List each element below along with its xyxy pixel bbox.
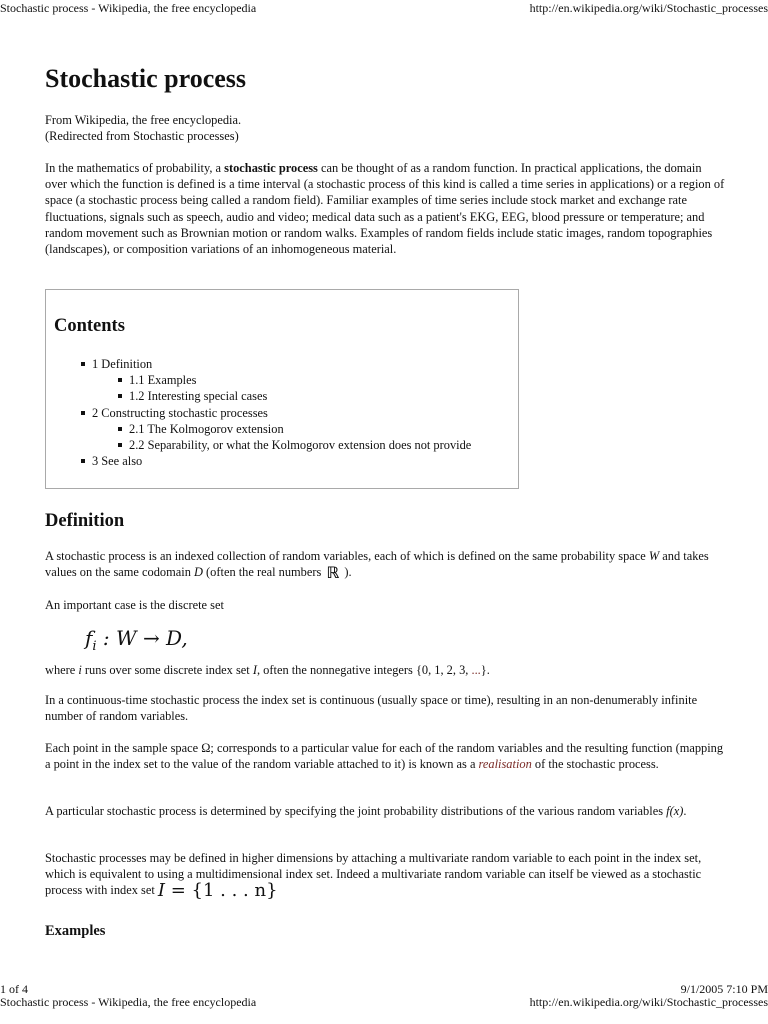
bullet-icon xyxy=(118,394,122,398)
formula-discrete-set: $f_i$ : W → D, xyxy=(85,626,188,654)
toc-list xyxy=(54,356,471,469)
toc-item-examples[interactable]: 1.1 Examples xyxy=(54,372,471,388)
print-header-url: http://en.wikipedia.org/wiki/Stochastic_processes xyxy=(529,1,768,15)
subsection-heading-examples: Examples xyxy=(45,923,106,939)
intro-bold-term: stochastic process xyxy=(224,161,318,175)
table-of-contents xyxy=(45,289,519,489)
definition-paragraph-2: An important case is the discrete set xyxy=(45,598,224,612)
definition-paragraph-4: In a continuous-time stochastic process the index set is continuous (usually space or time), resulting in an non-denumerably infinite number of random variables. xyxy=(45,693,698,724)
toc-item-separability[interactable]: 2.2 Separability, or what the Kolmogorov extension does not provide xyxy=(54,437,471,453)
print-footer-url: http://en.wikipedia.org/wiki/Stochastic_processes xyxy=(529,995,768,1009)
toc-heading: Contents xyxy=(54,316,125,336)
print-footer-title: Stochastic process - Wikipedia, the free encyclopedia xyxy=(0,995,257,1009)
toc-item-kolmogorov[interactable]: 2.1 The Kolmogorov extension xyxy=(54,421,471,437)
toc-item-special-cases[interactable]: 1.2 Interesting special cases xyxy=(54,388,471,404)
article-subtitle xyxy=(45,112,725,144)
bullet-icon xyxy=(118,427,122,431)
real-numbers-symbol: ℝ xyxy=(326,563,340,583)
bullet-icon xyxy=(118,378,122,382)
page-title: Stochastic process xyxy=(45,64,247,93)
realisation-link[interactable]: realisation xyxy=(478,757,532,772)
definition-paragraph-5: Each point in the sample space Ω; corresponds to a particular value for each of the random variables and the resulting function (mapping a point in the index set to the value of the random variable attached to it) is known as a realisation of the stochastic process. xyxy=(45,741,724,772)
print-footer-page: 1 of 4 xyxy=(0,982,28,996)
definition-paragraph-7: Stochastic processes may be defined in higher dimensions by attaching a multivariate random variable to each point in the index set, which is equivalent to using a multidimensional index set. Indeed a multivariate random variable can itself be viewed as a stochastic process with index set I = {1 . . . n} xyxy=(45,851,702,902)
print-footer-datetime: 9/1/2005 7:10 PM xyxy=(680,982,768,996)
definition-paragraph-6: A particular stochastic process is determined by specifying the joint probability distributions of the various random variables f(x). xyxy=(45,804,687,818)
index-set-formula: I = {1 . . . n} xyxy=(157,880,278,902)
redirect-note[interactable]: (Redirected from Stochastic processes) xyxy=(45,129,239,143)
bullet-icon xyxy=(81,411,85,415)
toc-item-see-also[interactable]: 3 See also xyxy=(54,453,471,469)
toc-item-definition[interactable]: 1 Definition xyxy=(54,356,471,372)
site-sub: From Wikipedia, the free encyclopedia. xyxy=(45,113,242,127)
bullet-icon xyxy=(118,443,122,447)
bullet-icon xyxy=(81,362,85,366)
print-header-title: Stochastic process - Wikipedia, the free encyclopedia xyxy=(0,1,257,15)
section-heading-definition: Definition xyxy=(45,511,125,531)
intro-paragraph: In the mathematics of probability, a stochastic process can be thought of as a random function. In practical applications, the domain over which the function is defined is a time interval (a stochastic process of this kind is called a time series in applications) or a region of space (a stochastic process being called a random field). Familiar examples of time series include stock market and exchange rate fluctuations, signals such as speech, audio and video; medical data such as a patient's EKG, EEG, blood pressure or temperature; and random movement such as Brownian motion or random walks. Examples of random fields include static images, random topographies (landscapes), or composition variations of an inhomogeneous material. xyxy=(45,161,725,257)
definition-paragraph-1: A stochastic process is an indexed collection of random variables, each of which is defined on the same probability space W and takes values on the same codomain D (often the real numbers ℝ ). xyxy=(45,549,709,583)
toc-item-constructing[interactable]: 2 Constructing stochastic processes xyxy=(54,405,471,421)
ellipsis-link[interactable]: ... xyxy=(471,663,481,677)
definition-paragraph-3: where i runs over some discrete index set I, often the nonnegative integers {0, 1, 2, 3, ...}. xyxy=(45,663,490,677)
bullet-icon xyxy=(81,459,85,463)
